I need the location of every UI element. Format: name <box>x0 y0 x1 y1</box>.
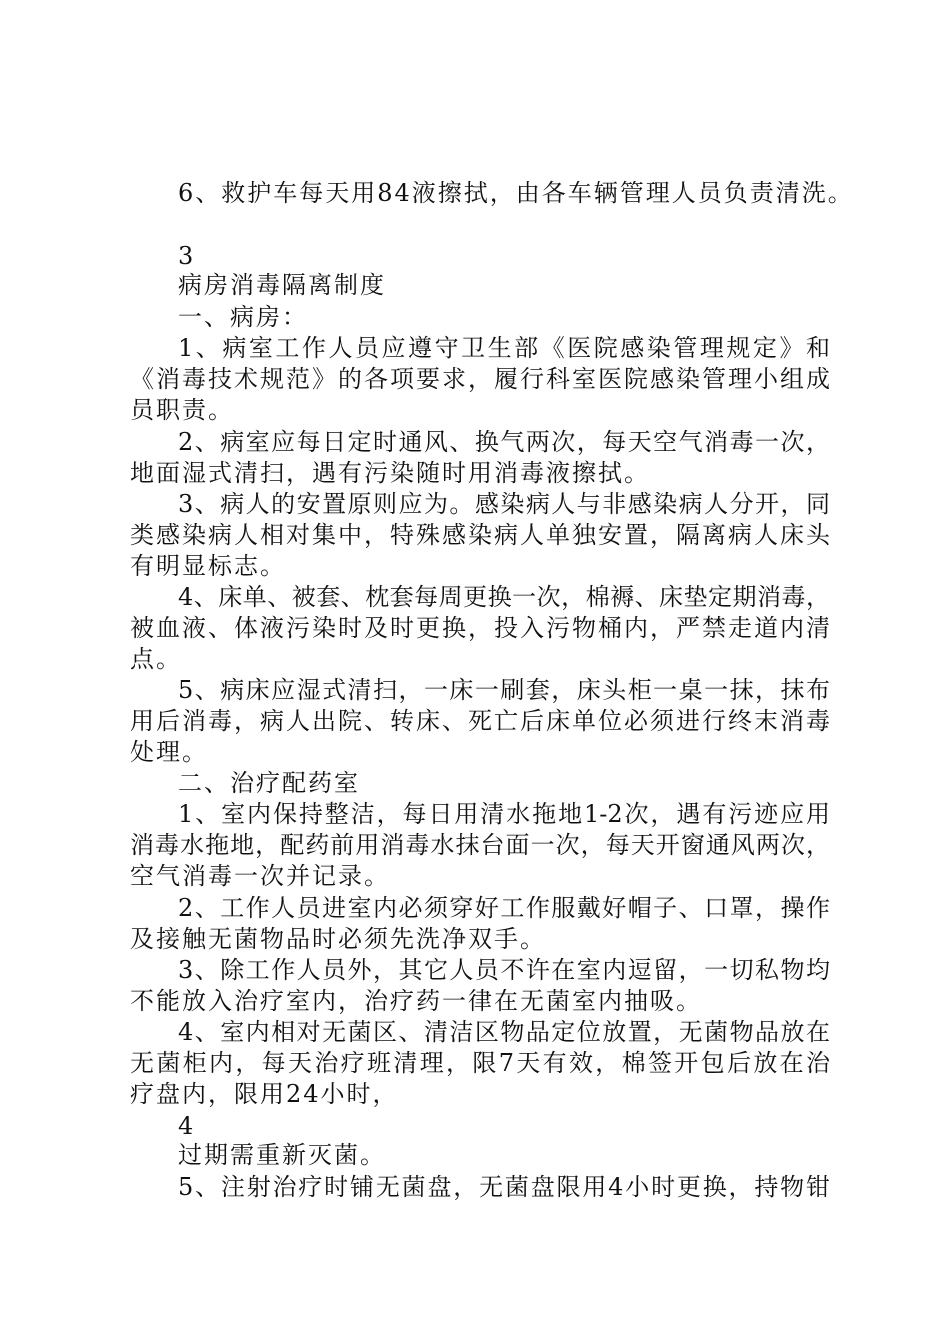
paragraph-line: 点。 <box>130 645 182 673</box>
paragraph-line: 被血液、体液污染时及时更换，投入污物桶内，严禁走道内清 <box>130 614 830 642</box>
page-number: 3 <box>178 242 196 270</box>
page-number: 4 <box>178 1112 196 1140</box>
paragraph-line: 2、工作人员进室内必须穿好工作服戴好帽子、口罩，操作 <box>178 894 830 922</box>
paragraph-line: 4、床单、被套、枕套每周更换一次，棉褥、床垫定期消毒， <box>178 583 830 611</box>
paragraph-line: 员职责。 <box>130 396 234 424</box>
paragraph-line: 处理。 <box>130 738 208 766</box>
paragraph-line: 空气消毒一次并记录。 <box>130 862 390 890</box>
paragraph-line: 过期需重新灭菌。 <box>178 1141 386 1169</box>
paragraph-line: 用后消毒，病人出院、转床、死亡后床单位必须进行终末消毒 <box>130 707 830 735</box>
heading-treatment-room: 二、治疗配药室 <box>178 769 360 797</box>
section-title: 病房消毒隔离制度 <box>178 271 386 299</box>
paragraph-line: 1、室内保持整洁，每日用清水拖地1-2次，遇有污迹应用 <box>178 800 830 828</box>
paragraph-line-6-ambulance: 6、救护车每天用84液擦拭，由各车辆管理人员负责清洗。 <box>178 179 854 207</box>
paragraph-line: 无菌柜内，每天治疗班清理，限7天有效，棉签开包后放在治 <box>130 1049 830 1077</box>
paragraph-line: 4、室内相对无菌区、清洁区物品定位放置，无菌物品放在 <box>178 1018 830 1046</box>
paragraph-line: 地面湿式清扫，遇有污染随时用消毒液擦拭。 <box>130 459 650 487</box>
paragraph-line: 有明显标志。 <box>130 552 286 580</box>
paragraph-line: 及接触无菌物品时必须先洗净双手。 <box>130 925 546 953</box>
paragraph-line: 类感染病人相对集中，特殊感染病人单独安置，隔离病人床头 <box>130 521 830 549</box>
paragraph-line: 2、病室应每日定时通风、换气两次，每天空气消毒一次， <box>178 428 830 456</box>
paragraph-line: 疗盘内，限用24小时， <box>130 1080 399 1108</box>
paragraph-line: 3、除工作人员外，其它人员不许在室内逗留，一切私物均 <box>178 956 830 984</box>
paragraph-line: 《消毒技术规范》的各项要求，履行科室医院感染管理小组成 <box>130 365 830 393</box>
paragraph-line: 消毒水拖地，配药前用消毒水抹台面一次，每天开窗通风两次， <box>130 831 830 859</box>
paragraph-line: 5、病床应湿式清扫，一床一刷套，床头柜一桌一抹，抹布 <box>178 676 830 704</box>
paragraph-line: 不能放入治疗室内，治疗药一律在无菌室内抽吸。 <box>130 987 702 1015</box>
paragraph-line: 5、注射治疗时铺无菌盘，无菌盘限用4小时更换，持物钳 <box>178 1173 830 1201</box>
paragraph-line: 1、病室工作人员应遵守卫生部《医院感染管理规定》和 <box>178 334 830 362</box>
paragraph-line: 3、病人的安置原则应为。感染病人与非感染病人分开，同 <box>178 490 830 518</box>
heading-ward: 一、病房： <box>178 303 308 331</box>
